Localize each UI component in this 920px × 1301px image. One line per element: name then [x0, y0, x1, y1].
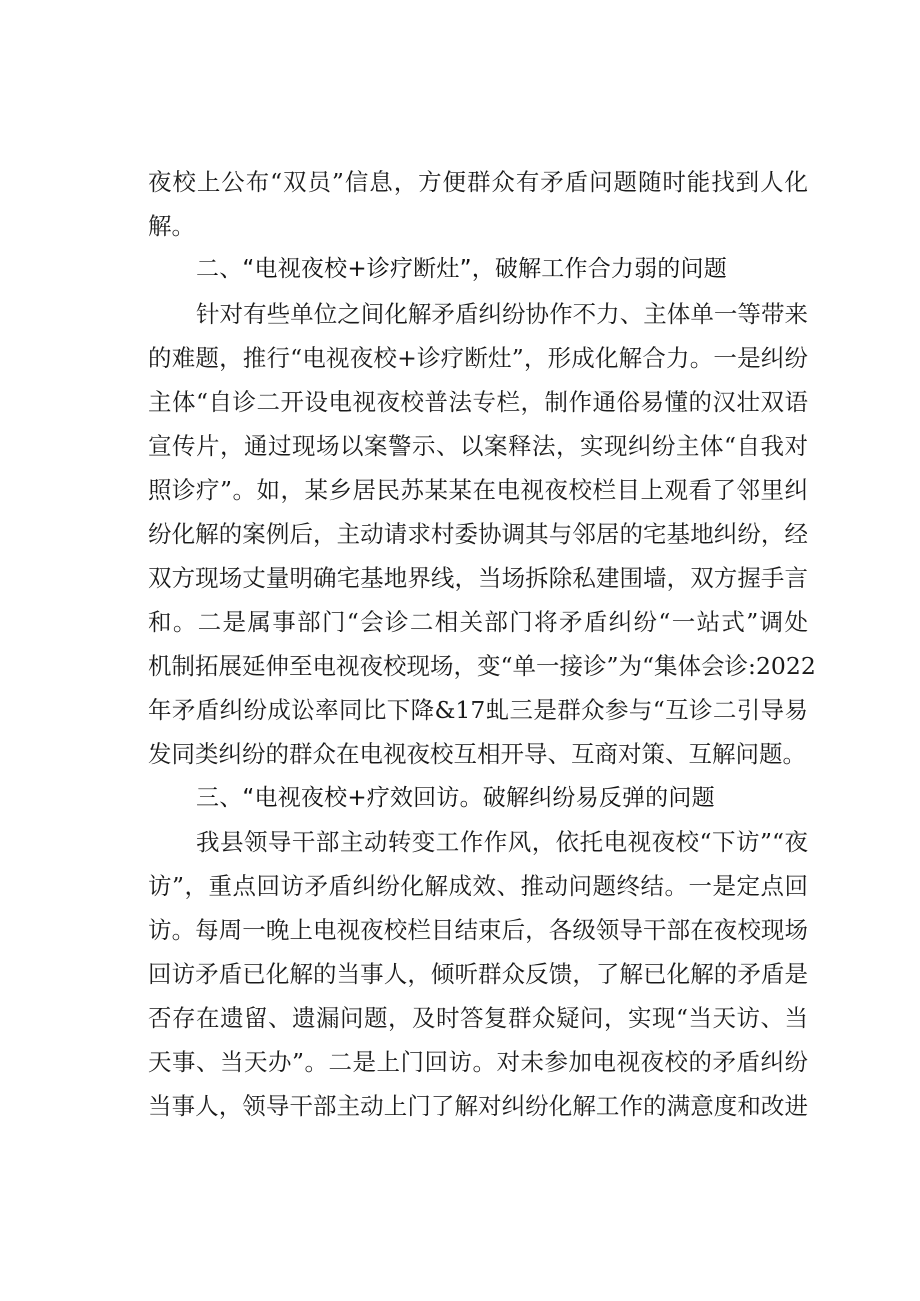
paragraph-line: 宣传片，通过现场以案警示、以案释法，实现纠纷主体“自我对	[148, 432, 808, 460]
paragraph-line: 针对有些单位之间化解矛盾纠纷协作不力、主体单一等带来	[196, 300, 808, 328]
paragraph-line: 发同类纠纷的群众在电视夜校互相开导、互商对策、互解问题。	[148, 740, 806, 768]
paragraph-line: 访。每周一晚上电视夜校栏目结束后，各级领导干部在夜校现场	[148, 916, 808, 944]
paragraph-line: 天事、当天办”。二是上门回访。对未参加电视夜校的矛盾纠纷	[148, 1048, 808, 1076]
paragraph-line: 主体“自诊二开设电视夜校普法专栏，制作通俗易懂的汉壮双语	[148, 388, 808, 416]
paragraph-line: 解。	[148, 212, 195, 240]
section-heading-3: 三、“电视夜校+疗效回访。破解纠纷易反弹的问题	[196, 785, 715, 811]
paragraph-line: 回访矛盾已化解的当事人，倾听群众反馈，了解已化解的矛盾是	[148, 960, 808, 988]
paragraph-line: 年矛盾纠纷成讼率同比下降&17虬三是群众参与“互诊二引导易	[148, 696, 808, 724]
paragraph-line: 当事人，领导干部主动上门了解对纠纷化解工作的满意度和改进	[148, 1092, 808, 1120]
paragraph-line: 访”，重点回访矛盾纠纷化解成效、推动问题终结。一是定点回	[148, 872, 808, 900]
paragraph-line: 夜校上公布“双员”信息，方便群众有矛盾问题随时能找到人化	[148, 168, 808, 196]
paragraph-line: 和。二是属事部门“会诊二相关部门将矛盾纠纷“一站式”调处	[148, 608, 808, 636]
paragraph-line: 照诊疗”。如，某乡居民苏某某在电视夜校栏目上观看了邻里纠	[148, 476, 808, 504]
paragraph-line: 否存在遗留、遗漏问题，及时答复群众疑问，实现“当天访、当	[148, 1004, 808, 1032]
paragraph-line: 我县领导干部主动转变工作作风，依托电视夜校“下访”“夜	[196, 828, 808, 856]
paragraph-line: 纷化解的案例后，主动请求村委协调其与邻居的宅基地纠纷，经	[148, 520, 808, 548]
paragraph-line: 机制拓展延伸至电视夜校现场，变“单一接诊”为“集体会诊:2022	[148, 652, 816, 680]
section-heading-2: 二、“电视夜校+诊疗断灶”，破解工作合力弱的问题	[196, 256, 727, 282]
paragraph-line: 双方现场丈量明确宅基地界线，当场拆除私建围墙，双方握手言	[148, 564, 808, 592]
paragraph-line: 的难题，推行“电视夜校+诊疗断灶”，形成化解合力。一是纠纷	[148, 344, 808, 372]
